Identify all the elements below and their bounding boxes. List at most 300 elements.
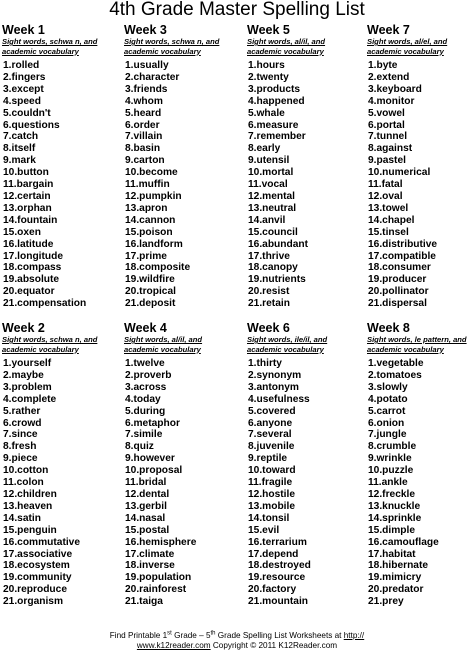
word-text: neutral <box>262 202 297 214</box>
word-item <box>248 120 363 132</box>
footer-link-2[interactable]: www.k12reader.com <box>136 641 211 650</box>
word-text: crowd <box>11 417 42 429</box>
word-number: 2. <box>125 71 134 83</box>
word-number: 17. <box>125 250 140 262</box>
word-number: 14. <box>125 512 140 524</box>
word-text: habitat <box>382 548 416 560</box>
word-text: keyboard <box>376 83 422 95</box>
word-item <box>125 358 240 370</box>
word-number: 10. <box>3 167 18 179</box>
word-text: muffin <box>138 179 170 191</box>
word-number: 11. <box>3 477 17 489</box>
word-number: 10. <box>248 167 263 179</box>
word-text: happened <box>256 95 305 107</box>
word-item <box>3 227 118 239</box>
word-item <box>368 549 474 561</box>
word-item <box>125 262 240 274</box>
word-text: problem <box>11 381 52 393</box>
word-number: 4. <box>125 95 134 107</box>
word-item <box>368 477 474 489</box>
word-number: 1. <box>248 60 257 71</box>
word-item <box>125 108 240 120</box>
word-number: 4. <box>3 95 12 107</box>
word-text: thrive <box>262 250 290 262</box>
word-item <box>248 239 363 251</box>
word-text: penguin <box>17 524 57 536</box>
word-number: 8. <box>368 441 377 453</box>
word-item <box>125 286 240 298</box>
word-number: 16. <box>3 238 18 250</box>
word-text: dispersal <box>382 298 427 310</box>
word-item <box>368 60 474 72</box>
word-text: whale <box>256 107 285 119</box>
word-number: 19. <box>248 572 263 584</box>
word-item <box>125 465 240 477</box>
word-list <box>2 358 118 608</box>
word-number: 3. <box>368 381 377 393</box>
word-item <box>3 560 118 572</box>
word-item <box>248 584 363 596</box>
word-text: consumer <box>382 262 431 274</box>
word-number: 21. <box>368 298 383 310</box>
word-number: 8. <box>3 143 12 155</box>
word-text: oval <box>382 190 403 202</box>
week-subtitle: academic vocabulary <box>367 46 444 56</box>
word-text: mobile <box>262 500 296 512</box>
word-text: cannon <box>139 214 176 226</box>
word-item <box>125 525 240 537</box>
word-item <box>125 406 240 418</box>
word-number: 7. <box>248 131 257 143</box>
word-number: 3. <box>3 381 12 393</box>
word-number: 4. <box>368 95 377 107</box>
word-item <box>125 537 240 549</box>
week-heading: Week 8 <box>367 321 410 335</box>
word-item <box>368 489 474 501</box>
word-item <box>3 72 118 84</box>
word-text: rather <box>11 405 41 417</box>
word-number: 16. <box>368 238 383 250</box>
word-text: except <box>11 83 44 95</box>
word-number: 16. <box>3 536 18 548</box>
word-number: 5. <box>248 405 257 417</box>
word-number: 12. <box>368 190 383 202</box>
word-number: 6. <box>248 417 257 429</box>
word-item <box>125 155 240 167</box>
word-text: metaphor <box>133 417 180 429</box>
word-number: 9. <box>368 155 377 167</box>
footer-text-3: Grade Spelling List Worksheets at <box>215 631 344 640</box>
word-number: 18. <box>3 560 18 572</box>
word-number: 4. <box>368 393 377 405</box>
word-text: toward <box>262 465 296 477</box>
word-text: pastel <box>376 155 406 167</box>
word-text: juvenile <box>256 441 295 453</box>
word-text: destroyed <box>262 560 311 572</box>
word-number: 15. <box>3 524 18 536</box>
word-number: 2. <box>3 369 12 381</box>
word-item <box>3 584 118 596</box>
word-text: freckle <box>382 488 416 500</box>
word-item <box>368 370 474 382</box>
week-block <box>367 24 474 310</box>
week-heading: Week 5 <box>247 23 290 37</box>
week-subtitle: Sight words, schwa n, and <box>124 37 220 46</box>
word-number: 12. <box>125 488 140 500</box>
word-number: 16. <box>248 238 263 250</box>
word-item <box>368 537 474 549</box>
week-block <box>2 322 118 608</box>
word-text: twenty <box>256 71 289 83</box>
word-item <box>3 537 118 549</box>
word-text: absolute <box>17 274 60 286</box>
word-item <box>3 501 118 513</box>
word-text: across <box>133 381 167 393</box>
word-text: anvil <box>262 214 286 226</box>
word-number: 6. <box>368 119 377 131</box>
word-number: 15. <box>3 226 18 238</box>
word-item <box>248 60 363 72</box>
word-text: abundant <box>262 238 309 250</box>
word-number: 13. <box>3 202 18 214</box>
word-item <box>368 453 474 465</box>
word-item <box>368 382 474 394</box>
word-item <box>368 394 474 406</box>
word-text: products <box>256 83 301 95</box>
word-text: basin <box>133 143 161 155</box>
week-heading: Week 2 <box>2 321 45 335</box>
word-item <box>248 418 363 430</box>
word-item <box>368 584 474 596</box>
word-text: prey <box>382 596 404 608</box>
word-text: fragile <box>261 477 293 489</box>
word-number: 16. <box>248 536 263 548</box>
word-number: 21. <box>3 596 18 608</box>
word-item <box>125 131 240 143</box>
word-text: usefulness <box>256 393 310 405</box>
word-number: 13. <box>248 202 263 214</box>
word-text: tomatoes <box>376 369 422 381</box>
word-number: 19. <box>248 274 263 286</box>
word-text: puzzle <box>382 465 414 477</box>
word-number: 15. <box>125 226 140 238</box>
word-item <box>125 394 240 406</box>
word-list <box>124 358 240 608</box>
word-text: distributive <box>382 238 438 250</box>
word-item <box>368 191 474 203</box>
word-item <box>248 251 363 263</box>
week-subtitle: academic vocabulary <box>247 46 324 56</box>
word-text: wildfire <box>139 274 175 286</box>
word-number: 20. <box>248 286 263 298</box>
word-text: utensil <box>256 155 290 167</box>
word-number: 11. <box>368 179 382 191</box>
word-text: dental <box>139 488 170 500</box>
word-item <box>125 382 240 394</box>
footer-text-2: Grade – 5 <box>171 631 211 640</box>
word-number: 17. <box>3 250 18 262</box>
word-item <box>248 572 363 584</box>
word-number: 11. <box>248 179 262 191</box>
week-subtitle: Sight words, le pattern, and <box>367 335 467 344</box>
word-item <box>125 84 240 96</box>
word-item <box>368 96 474 108</box>
page-title: 4th Grade Master Spelling List <box>109 0 365 20</box>
word-number: 14. <box>3 214 18 226</box>
word-text: resource <box>262 572 306 584</box>
word-text: pumpkin <box>139 190 182 202</box>
footer-text-1: Find Printable 1 <box>109 631 168 640</box>
word-text: against <box>376 143 413 155</box>
word-list <box>367 60 474 310</box>
word-text: character <box>133 71 180 83</box>
word-number: 12. <box>125 190 140 202</box>
word-number: 2. <box>125 369 134 381</box>
word-text: towel <box>382 202 409 214</box>
word-item <box>368 572 474 584</box>
word-number: 2. <box>248 71 257 83</box>
word-number: 21. <box>125 298 140 310</box>
word-text: whom <box>133 95 163 107</box>
word-text: catch <box>11 131 39 143</box>
word-number: 9. <box>248 453 257 465</box>
word-text: usually <box>133 60 169 71</box>
word-number: 1. <box>368 358 377 369</box>
word-number: 3. <box>368 83 377 95</box>
word-text: pollinator <box>382 286 429 298</box>
word-text: numerical <box>382 167 431 179</box>
word-text: compatible <box>382 250 436 262</box>
word-number: 1. <box>3 60 12 71</box>
word-number: 5. <box>125 107 134 119</box>
word-text: during <box>133 405 166 417</box>
word-number: 15. <box>125 524 140 536</box>
word-number: 9. <box>125 453 134 465</box>
word-number: 19. <box>368 274 383 286</box>
word-item <box>368 215 474 227</box>
word-text: several <box>256 429 292 441</box>
word-item <box>368 203 474 215</box>
word-text: nutrients <box>262 274 306 286</box>
word-item <box>248 429 363 441</box>
word-text: fresh <box>11 441 37 453</box>
word-item <box>3 525 118 537</box>
word-item <box>368 525 474 537</box>
word-item <box>3 131 118 143</box>
word-item <box>248 382 363 394</box>
word-number: 12. <box>248 488 263 500</box>
word-text: villain <box>133 131 163 143</box>
word-item <box>368 72 474 84</box>
week-block <box>124 24 240 310</box>
word-list <box>2 60 118 310</box>
word-text: maybe <box>11 369 44 381</box>
footer-sup-1: st <box>167 630 172 637</box>
word-list <box>367 358 474 608</box>
week-subtitle: academic vocabulary <box>124 344 201 354</box>
word-number: 1. <box>368 60 377 71</box>
word-text: predator <box>382 584 424 596</box>
word-item <box>125 167 240 179</box>
word-text: portal <box>376 119 405 131</box>
word-number: 13. <box>125 500 140 512</box>
footer-link-1[interactable]: http:// <box>343 631 365 640</box>
word-number: 9. <box>368 453 377 465</box>
word-number: 8. <box>248 143 257 155</box>
word-item <box>248 394 363 406</box>
word-number: 13. <box>3 500 18 512</box>
word-item <box>3 298 118 310</box>
word-number: 9. <box>125 155 134 167</box>
week-subtitle: academic vocabulary <box>247 344 324 354</box>
word-text: producer <box>382 274 427 286</box>
word-number: 20. <box>3 286 18 298</box>
word-text: population <box>139 572 192 584</box>
word-item <box>125 370 240 382</box>
word-item <box>125 60 240 72</box>
word-number: 20. <box>368 286 383 298</box>
week-heading: Week 4 <box>124 321 167 335</box>
word-number: 6. <box>125 119 134 131</box>
word-number: 10. <box>368 167 383 179</box>
word-number: 9. <box>3 155 12 167</box>
word-item <box>125 239 240 251</box>
word-item <box>3 453 118 465</box>
word-item <box>248 215 363 227</box>
word-number: 14. <box>125 214 140 226</box>
word-text: mimicry <box>382 572 422 584</box>
word-item <box>368 179 474 191</box>
word-text: proposal <box>139 465 183 477</box>
word-text: dimple <box>382 524 416 536</box>
word-number: 17. <box>368 548 383 560</box>
word-item <box>3 167 118 179</box>
word-number: 5. <box>125 405 134 417</box>
word-item <box>248 262 363 274</box>
word-number: 6. <box>3 119 12 131</box>
word-text: apron <box>139 202 168 214</box>
word-item <box>248 167 363 179</box>
word-number: 18. <box>248 262 263 274</box>
word-text: crumble <box>376 441 417 453</box>
word-text: anyone <box>256 417 293 429</box>
word-item <box>125 143 240 155</box>
word-number: 5. <box>3 405 12 417</box>
word-item <box>3 84 118 96</box>
word-item <box>3 429 118 441</box>
word-text: landform <box>139 238 183 250</box>
week-block <box>2 24 118 310</box>
word-text: depend <box>262 548 299 560</box>
word-item <box>248 513 363 525</box>
word-item <box>125 453 240 465</box>
word-item <box>368 239 474 251</box>
word-item <box>368 358 474 370</box>
word-number: 16. <box>125 536 140 548</box>
word-number: 2. <box>368 71 377 83</box>
word-number: 10. <box>125 465 140 477</box>
word-number: 13. <box>125 202 140 214</box>
word-item <box>125 572 240 584</box>
word-text: thirty <box>256 358 282 369</box>
word-number: 17. <box>248 548 263 560</box>
word-text: vocal <box>261 179 288 191</box>
word-number: 13. <box>248 500 263 512</box>
word-list <box>247 60 363 310</box>
word-item <box>368 429 474 441</box>
word-number: 3. <box>248 83 257 95</box>
week-heading: Week 7 <box>367 23 410 37</box>
word-number: 10. <box>368 465 383 477</box>
word-number: 18. <box>125 560 140 572</box>
word-number: 19. <box>3 274 18 286</box>
word-text: postal <box>139 524 170 536</box>
word-number: 15. <box>248 226 263 238</box>
word-text: equator <box>17 286 55 298</box>
word-number: 7. <box>125 131 134 143</box>
word-item <box>368 286 474 298</box>
word-item <box>125 203 240 215</box>
word-item <box>368 227 474 239</box>
word-text: quiz <box>133 441 154 453</box>
word-text: mark <box>11 155 36 167</box>
word-number: 12. <box>368 488 383 500</box>
word-item <box>125 513 240 525</box>
word-number: 7. <box>368 429 377 441</box>
word-text: fountain <box>17 214 58 226</box>
word-item <box>3 596 118 608</box>
word-number: 11. <box>248 477 262 489</box>
word-item <box>248 501 363 513</box>
word-text: hemisphere <box>139 536 197 548</box>
word-number: 21. <box>248 596 263 608</box>
word-text: twelve <box>133 358 165 369</box>
word-item <box>3 60 118 72</box>
word-number: 3. <box>248 381 257 393</box>
word-number: 10. <box>248 465 263 477</box>
word-item <box>368 441 474 453</box>
word-number: 12. <box>3 488 18 500</box>
word-number: 10. <box>3 465 18 477</box>
word-number: 18. <box>368 262 383 274</box>
word-number: 3. <box>125 381 134 393</box>
word-number: 18. <box>248 560 263 572</box>
word-number: 11. <box>125 477 139 489</box>
word-text: mountain <box>262 596 309 608</box>
word-text: remember <box>256 131 306 143</box>
word-text: hostile <box>262 488 296 500</box>
word-item <box>125 96 240 108</box>
word-text: taiga <box>139 596 163 608</box>
word-item <box>3 465 118 477</box>
word-number: 6. <box>125 417 134 429</box>
word-text: antonym <box>256 381 299 393</box>
word-item <box>248 274 363 286</box>
word-text: extend <box>376 71 410 83</box>
week-subtitle: academic vocabulary <box>2 46 79 56</box>
word-item <box>125 429 240 441</box>
week-heading: Week 6 <box>247 321 290 335</box>
word-number: 20. <box>248 584 263 596</box>
word-text: measure <box>256 119 299 131</box>
word-text: itself <box>11 143 36 155</box>
word-text: proverb <box>133 369 172 381</box>
word-number: 11. <box>368 477 382 489</box>
word-number: 1. <box>248 358 257 369</box>
word-item <box>3 120 118 132</box>
word-item <box>368 108 474 120</box>
word-item <box>248 131 363 143</box>
